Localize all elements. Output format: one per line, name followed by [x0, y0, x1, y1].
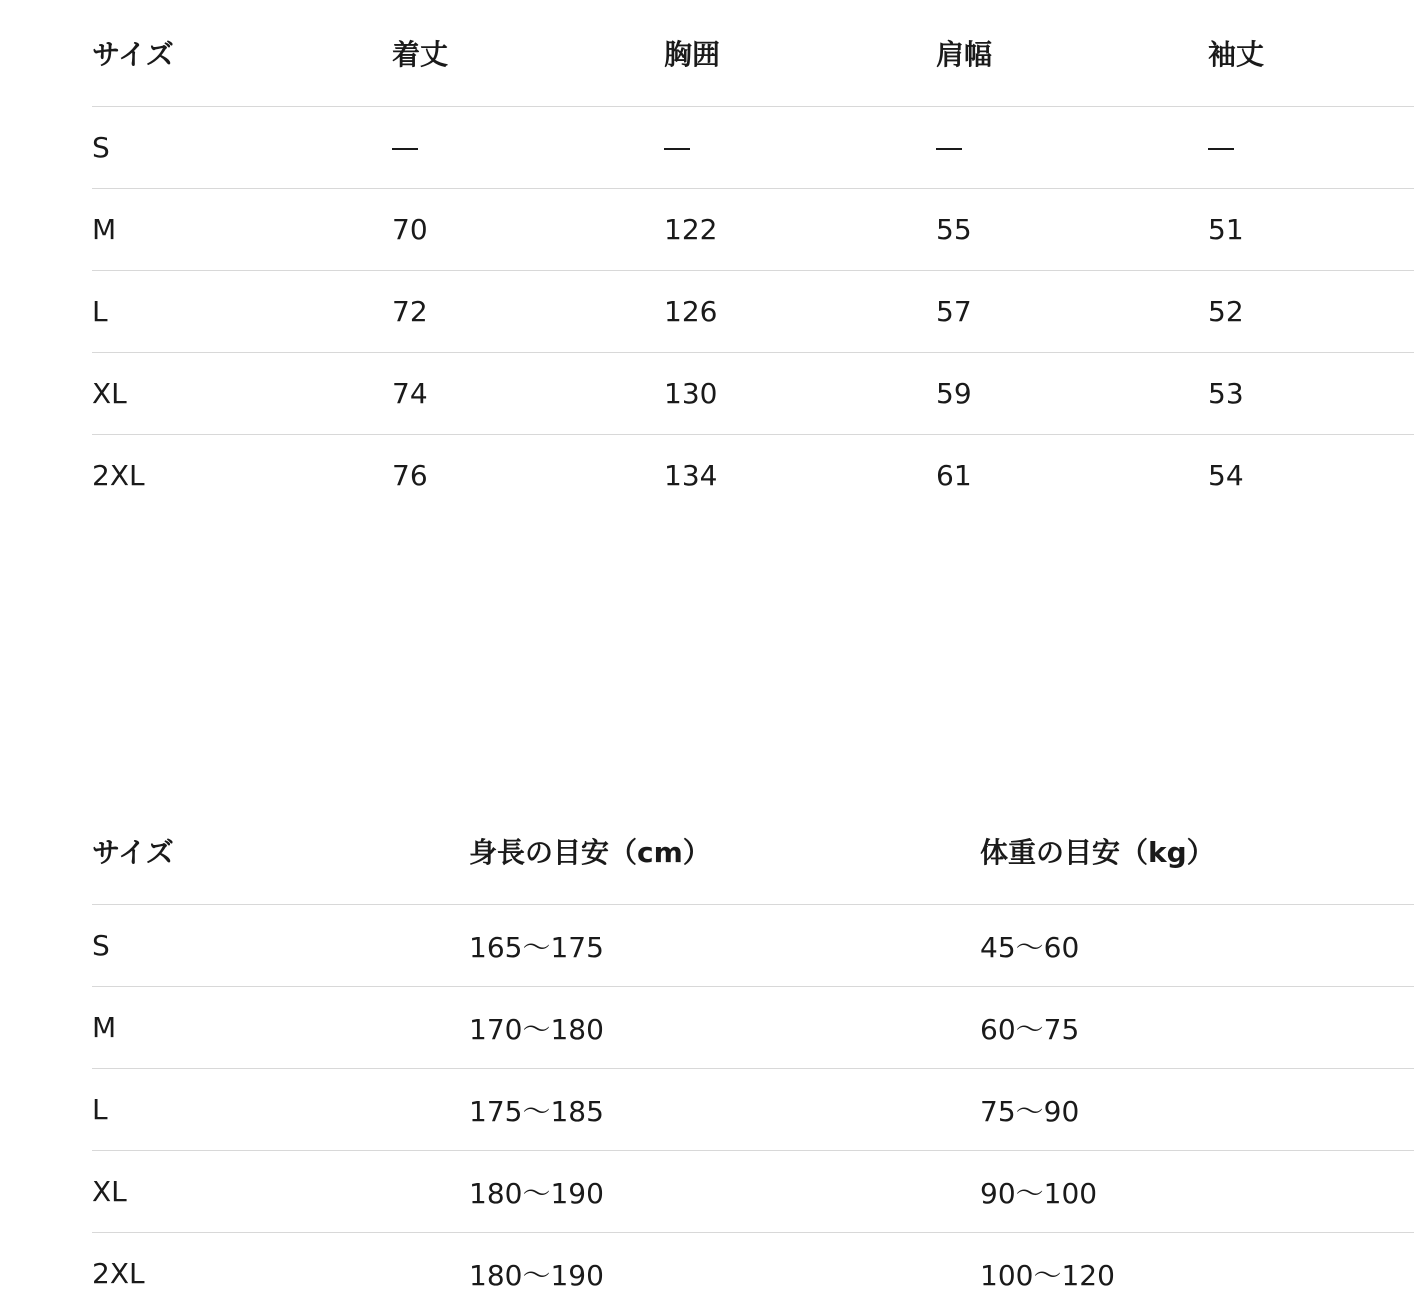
cell-weight: 75～90 — [980, 1069, 1414, 1151]
cell-weight: 90～100 — [980, 1151, 1414, 1233]
cell-sleeve — [1208, 107, 1414, 189]
table-row — [92, 987, 1414, 1069]
cell-height: 175～185 — [469, 1069, 980, 1151]
cell-size: 2XL — [92, 435, 392, 517]
cell-length — [392, 107, 664, 189]
cell-shoulder: 57 — [936, 271, 1208, 353]
cell-weight: 60～75 — [980, 987, 1414, 1069]
cell-size: S — [92, 905, 469, 987]
cell-length: 76 — [392, 435, 664, 517]
cell-sleeve: 52 — [1208, 271, 1414, 353]
header-size: サイズ — [92, 0, 392, 107]
header-weight-guide: 体重の目安（kg） — [980, 798, 1414, 905]
cell-size: S — [92, 107, 392, 189]
empty-dash — [392, 148, 418, 150]
table-row — [92, 1151, 1414, 1233]
cell-chest: 126 — [664, 271, 936, 353]
table-row — [92, 189, 1414, 271]
measurements-table — [92, 0, 1414, 516]
cell-chest: 134 — [664, 435, 936, 517]
cell-length: 74 — [392, 353, 664, 435]
table-header-row — [92, 0, 1414, 107]
cell-weight: 100～120 — [980, 1233, 1414, 1314]
cell-chest: 130 — [664, 353, 936, 435]
table-row — [92, 271, 1414, 353]
cell-size: XL — [92, 353, 392, 435]
cell-size: M — [92, 987, 469, 1069]
header-size: サイズ — [92, 798, 469, 905]
header-shoulder: 肩幅 — [936, 0, 1208, 107]
cell-size: 2XL — [92, 1233, 469, 1314]
table-header-row — [92, 798, 1414, 905]
cell-height: 165～175 — [469, 905, 980, 987]
cell-shoulder — [936, 107, 1208, 189]
cell-size: M — [92, 189, 392, 271]
header-chest: 胸囲 — [664, 0, 936, 107]
table-row — [92, 353, 1414, 435]
cell-height: 180～190 — [469, 1233, 980, 1314]
cell-shoulder: 59 — [936, 353, 1208, 435]
empty-dash — [1208, 148, 1234, 150]
header-sleeve: 袖丈 — [1208, 0, 1414, 107]
cell-shoulder: 61 — [936, 435, 1208, 517]
cell-size: XL — [92, 1151, 469, 1233]
cell-sleeve: 51 — [1208, 189, 1414, 271]
cell-weight: 45～60 — [980, 905, 1414, 987]
cell-chest: 122 — [664, 189, 936, 271]
empty-dash — [936, 148, 962, 150]
cell-length: 72 — [392, 271, 664, 353]
cell-sleeve: 53 — [1208, 353, 1414, 435]
cell-size: L — [92, 1069, 469, 1151]
table-row — [92, 1233, 1414, 1314]
cell-sleeve: 54 — [1208, 435, 1414, 517]
table-row — [92, 107, 1414, 189]
table-row — [92, 435, 1414, 517]
empty-dash — [664, 148, 690, 150]
cell-size: L — [92, 271, 392, 353]
table-row — [92, 1069, 1414, 1151]
size-guide-table — [92, 798, 1414, 1314]
cell-shoulder: 55 — [936, 189, 1208, 271]
header-length: 着丈 — [392, 0, 664, 107]
cell-length: 70 — [392, 189, 664, 271]
cell-height: 180～190 — [469, 1151, 980, 1233]
cell-height: 170～180 — [469, 987, 980, 1069]
table-row — [92, 905, 1414, 987]
cell-chest — [664, 107, 936, 189]
header-height-guide: 身長の目安（cm） — [469, 798, 980, 905]
